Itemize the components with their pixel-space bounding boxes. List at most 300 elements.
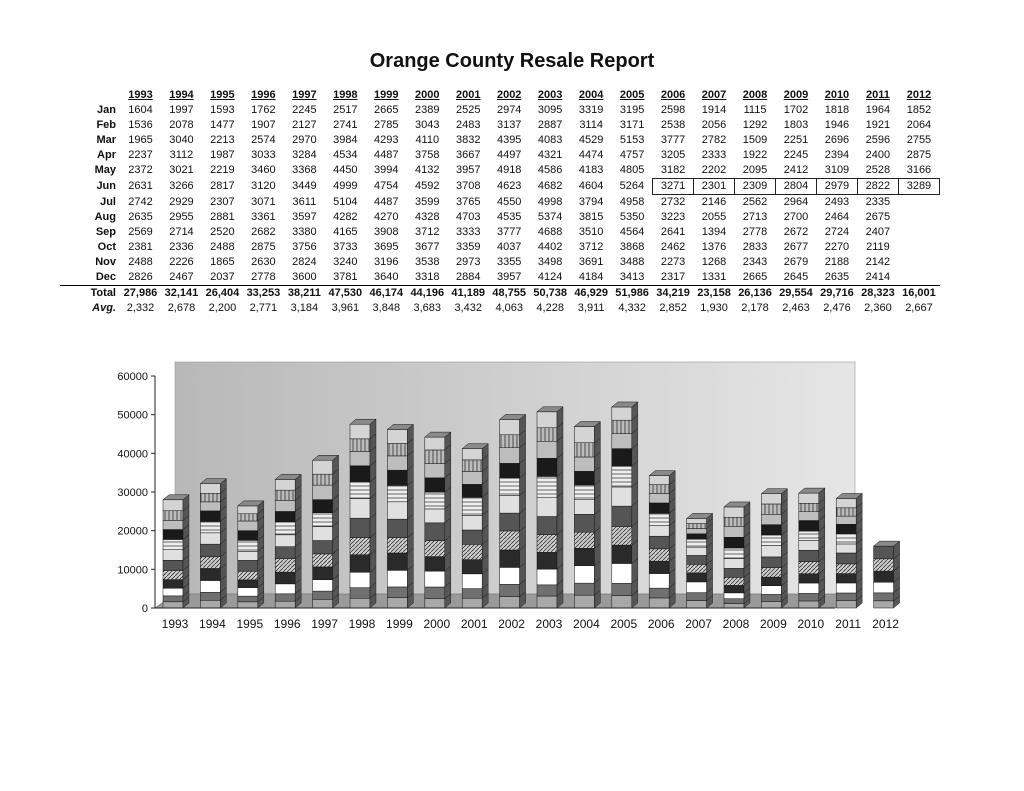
- value-cell: 2675: [865, 211, 891, 223]
- value-cell: 3677: [415, 241, 440, 253]
- value-cell: 4534: [333, 149, 358, 161]
- bar-segment: [612, 420, 632, 433]
- value-cell: 4529: [578, 134, 604, 146]
- value-cell: 5104: [333, 195, 358, 208]
- bar-segment: [687, 582, 707, 593]
- bar-segment: [500, 531, 520, 550]
- bar-segment: [836, 574, 856, 583]
- bar-segment: [612, 563, 632, 583]
- bar-segment: [387, 429, 407, 443]
- value-cell: 5153: [619, 134, 645, 146]
- month-label: Jun: [96, 180, 116, 192]
- value-cell: 2202: [701, 164, 727, 176]
- bar-segment: [537, 428, 557, 442]
- value-cell: 1987: [210, 149, 235, 161]
- value-cell: 1536: [128, 119, 153, 131]
- bar-segment: [350, 572, 370, 587]
- bar-segment: [799, 503, 819, 511]
- bar-segment: [687, 601, 707, 608]
- value-cell: 3109: [824, 164, 850, 176]
- value-cell: 3137: [496, 119, 522, 131]
- value-cell: 2055: [701, 211, 727, 223]
- bar-segment: [500, 550, 520, 567]
- value-cell: 1331: [701, 271, 727, 283]
- value-cell: 2245: [292, 104, 317, 116]
- bar-segment: [275, 547, 295, 559]
- bar-segment: [500, 496, 520, 514]
- bar-segment: [163, 580, 183, 589]
- value-cell: 2317: [660, 271, 686, 283]
- bar-segment: [350, 538, 370, 555]
- value-cell: 2875: [906, 149, 932, 161]
- value-cell: 3289: [898, 179, 939, 195]
- value-cell: [898, 225, 939, 240]
- value-cell: 3488: [619, 256, 645, 268]
- value-cell: 2538: [660, 119, 686, 131]
- year-header: 2011: [865, 89, 890, 101]
- value-cell: 3195: [619, 104, 645, 116]
- value-cell: 2875: [251, 241, 276, 253]
- bar-segment: [649, 513, 669, 525]
- total-row-label: Total: [60, 286, 120, 302]
- value-cell: 3355: [496, 256, 522, 268]
- avg-row-value: 1,930: [700, 302, 728, 314]
- value-cell: 2569: [128, 226, 153, 238]
- bar-segment: [649, 536, 669, 549]
- value-cell: 2273: [660, 256, 686, 268]
- bar-segment: [350, 518, 370, 537]
- bar-segment: [462, 460, 482, 471]
- value-cell: 2574: [251, 134, 276, 146]
- year-header: 2008: [742, 89, 768, 101]
- bar-segment: [687, 593, 707, 601]
- value-cell: 2333: [701, 149, 727, 161]
- bar-segment: [761, 594, 781, 601]
- bar-segment: [537, 535, 557, 553]
- bar-segment: [537, 476, 557, 497]
- value-cell: 2887: [537, 119, 563, 131]
- value-cell: 4918: [496, 164, 522, 177]
- bar-segment: [163, 550, 183, 561]
- value-cell: 2822: [857, 179, 898, 195]
- x-tick-label: 2003: [535, 617, 563, 631]
- value-cell: 2714: [169, 226, 194, 238]
- bar-segment: [425, 478, 445, 492]
- bar-segment: [574, 485, 594, 500]
- bar-segment: [425, 450, 445, 464]
- value-cell: 2488: [210, 241, 235, 253]
- value-cell: 2672: [783, 226, 809, 238]
- value-cell: 2245: [783, 149, 809, 161]
- bar-segment: [761, 568, 781, 577]
- bar-segment: [761, 504, 781, 514]
- value-cell: 1946: [824, 119, 850, 131]
- bar-segment: [761, 494, 781, 504]
- value-cell: 2467: [169, 271, 194, 283]
- value-cell: 4110: [415, 134, 440, 146]
- value-cell: 5350: [619, 211, 645, 223]
- value-cell: 4604: [578, 180, 604, 192]
- bar-segment: [649, 485, 669, 494]
- value-cell: 2414: [865, 271, 891, 283]
- value-cell: 2309: [735, 179, 776, 195]
- bar-segment: [649, 574, 669, 589]
- value-cell: 3498: [537, 256, 563, 268]
- value-cell: 1818: [824, 104, 850, 116]
- year-header: 2003: [537, 89, 563, 101]
- bar-segment: [724, 568, 744, 577]
- value-cell: 2833: [742, 241, 768, 253]
- month-label: Oct: [97, 241, 116, 253]
- x-tick-label: 1998: [348, 617, 376, 631]
- bar-segment: [836, 534, 856, 544]
- bar-segment: [275, 490, 295, 500]
- bar-segment: [724, 507, 744, 517]
- value-cell: 2778: [742, 226, 768, 238]
- bar-segment: [425, 464, 445, 478]
- month-row: [60, 163, 940, 179]
- value-cell: 3460: [251, 164, 276, 177]
- bar-segment: [350, 439, 370, 452]
- page-title: Orange County Resale Report: [369, 50, 655, 72]
- value-cell: 3708: [455, 180, 481, 192]
- value-cell: 3599: [415, 195, 440, 208]
- value-cell: 4474: [578, 149, 604, 161]
- value-cell: 3071: [251, 195, 276, 208]
- value-cell: 3205: [660, 149, 686, 161]
- value-cell: 3908: [374, 226, 399, 238]
- value-cell: [898, 270, 939, 286]
- bar-segment: [387, 485, 407, 502]
- bar-segment: [387, 456, 407, 470]
- y-tick-label: 20000: [117, 525, 148, 538]
- bar-segment: [387, 538, 407, 553]
- avg-row-value: 2,332: [126, 302, 155, 314]
- x-tick-label: 2009: [760, 617, 787, 631]
- year-header: 2010: [824, 89, 850, 101]
- bar-segment: [836, 524, 856, 533]
- value-cell: 2817: [210, 180, 235, 192]
- bar-segment: [761, 557, 781, 568]
- month-row: [60, 270, 940, 286]
- avg-row-value: 4,332: [618, 302, 646, 314]
- avg-row-value: 3,683: [413, 302, 442, 314]
- bar-segment: [425, 599, 445, 608]
- month-label: Nov: [95, 256, 116, 268]
- value-cell: 2064: [906, 119, 932, 131]
- value-cell: 4958: [619, 195, 645, 208]
- value-cell: 1394: [701, 226, 727, 238]
- bar-segment: [874, 559, 894, 571]
- year-header: 1997: [292, 89, 317, 101]
- bar-segment: [200, 557, 220, 569]
- bar-segment: [425, 557, 445, 572]
- value-cell: 2742: [128, 195, 153, 208]
- value-cell: 4805: [619, 164, 645, 177]
- value-cell: 3413: [619, 271, 645, 283]
- month-row: [60, 148, 940, 163]
- bar-segment: [462, 449, 482, 460]
- bar-segment: [350, 598, 370, 608]
- value-cell: 1604: [128, 104, 153, 116]
- value-cell: 2407: [865, 226, 891, 238]
- value-cell: 2078: [169, 119, 194, 131]
- value-cell: 2127: [292, 119, 317, 131]
- bar-segment: [462, 515, 482, 530]
- avg-row-value: 2,200: [208, 302, 237, 314]
- value-cell: 1964: [865, 104, 891, 116]
- month-label: May: [94, 164, 116, 177]
- table-corner-cell: [60, 88, 120, 103]
- value-cell: 3033: [251, 149, 276, 161]
- bar-segment: [200, 600, 220, 608]
- bar-segment: [500, 513, 520, 531]
- y-tick-label: 30000: [117, 487, 148, 499]
- bar-segment: [649, 598, 669, 608]
- x-tick-label: 1995: [236, 617, 264, 631]
- month-row: [60, 133, 940, 148]
- value-cell: 2517: [333, 104, 358, 116]
- value-cell: 3597: [292, 211, 317, 223]
- value-cell: 1907: [251, 119, 276, 131]
- bar-segment: [425, 437, 445, 450]
- value-cell: 4487: [374, 149, 399, 161]
- value-cell: 4395: [496, 134, 522, 146]
- value-cell: 2394: [824, 149, 850, 161]
- value-cell: 2142: [865, 256, 891, 268]
- value-cell: 3182: [660, 164, 686, 176]
- avg-row-value: 3,432: [454, 302, 482, 314]
- value-cell: 4564: [619, 226, 645, 238]
- month-row: [60, 118, 940, 133]
- total-row-value: 32,141: [161, 286, 202, 302]
- bar-segment: [799, 521, 819, 532]
- bar-segment: [799, 531, 819, 541]
- year-header: 1995: [210, 89, 235, 101]
- value-cell: 4550: [496, 195, 522, 208]
- value-cell: 3667: [455, 149, 481, 161]
- bar-segment: [387, 444, 407, 456]
- bar-segment: [874, 571, 894, 582]
- value-cell: 4754: [374, 180, 399, 192]
- bar-segment: [238, 580, 258, 588]
- value-cell: 4535: [496, 211, 522, 223]
- year-header: 1996: [251, 89, 276, 101]
- bar-segment: [574, 457, 594, 471]
- avg-row-value: 3,848: [372, 302, 401, 314]
- total-row-value: 44,196: [407, 286, 448, 302]
- value-cell: 3361: [251, 211, 276, 223]
- value-cell: 2630: [251, 256, 276, 268]
- value-cell: 3781: [333, 271, 358, 283]
- value-cell: 2970: [292, 134, 317, 146]
- x-tick-label: 2005: [610, 617, 638, 631]
- value-cell: 4623: [496, 180, 522, 192]
- value-cell: 2412: [783, 164, 809, 176]
- bar-segment: [387, 570, 407, 587]
- value-cell: 3794: [578, 195, 604, 208]
- bar-segment: [724, 558, 744, 568]
- value-cell: 4132: [415, 164, 440, 177]
- bar-segment: [574, 548, 594, 565]
- value-cell: 1997: [169, 104, 194, 116]
- avg-row-value: 3,911: [577, 302, 605, 314]
- value-cell: 5264: [619, 180, 645, 192]
- value-cell: 3223: [660, 211, 686, 223]
- bar-segment: [761, 525, 781, 535]
- bar-segment: [350, 466, 370, 482]
- value-cell: 2700: [783, 211, 809, 223]
- bar-segment: [200, 521, 220, 532]
- bar-segment: [836, 544, 856, 553]
- total-row: [60, 286, 940, 302]
- bar-segment: [238, 588, 258, 597]
- bar-segment: [350, 424, 370, 439]
- value-cell: 2682: [251, 226, 276, 238]
- value-cell: 3171: [619, 119, 645, 131]
- bar-segment: [649, 493, 669, 503]
- bar-segment: [200, 568, 220, 580]
- bar-segment: [200, 580, 220, 592]
- bar-segment: [163, 588, 183, 596]
- value-cell: 1921: [865, 119, 891, 131]
- avg-row-value: 2,667: [905, 302, 933, 314]
- value-cell: 4682: [537, 180, 563, 192]
- bar-segment: [761, 514, 781, 524]
- value-cell: 4282: [333, 211, 358, 223]
- value-cell: 4998: [537, 195, 563, 208]
- bar-segment: [425, 541, 445, 557]
- bar-segment: [687, 555, 707, 564]
- value-cell: 3611: [292, 195, 317, 208]
- value-cell: 2884: [455, 271, 481, 283]
- x-tick-label: 1996: [273, 617, 301, 631]
- bar-segment: [612, 407, 632, 420]
- value-cell: 2635: [824, 271, 850, 283]
- month-row: [60, 179, 940, 195]
- year-header: 1993: [128, 89, 153, 101]
- total-row-value: 47,530: [325, 286, 366, 302]
- month-label: Apr: [97, 149, 116, 161]
- bar-segment: [612, 434, 632, 449]
- bar-segment: [574, 500, 594, 515]
- value-cell: 3695: [374, 241, 399, 253]
- bar-segment: [425, 571, 445, 587]
- value-cell: 2493: [824, 196, 850, 208]
- value-cell: 3777: [660, 134, 686, 146]
- bar-segment: [462, 598, 482, 608]
- bar-segment: [724, 585, 744, 592]
- y-tick-label: 0: [141, 603, 148, 615]
- month-label: Mar: [96, 134, 116, 146]
- bar-segment: [387, 519, 407, 537]
- value-cell: 1702: [783, 104, 809, 116]
- total-row-value: 16,001: [898, 286, 939, 302]
- bar-segment: [387, 598, 407, 608]
- value-cell: 3815: [578, 211, 604, 223]
- bar-segment: [238, 596, 258, 602]
- bar-segment: [462, 574, 482, 589]
- bar-segment: [163, 570, 183, 579]
- bar-segment: [649, 526, 669, 537]
- bar-segment: [836, 516, 856, 524]
- x-tick-label: 1999: [386, 617, 413, 631]
- bar-segment: [163, 602, 183, 608]
- value-cell: 2237: [128, 149, 153, 161]
- bar-segment: [500, 435, 520, 448]
- value-cell: 2188: [824, 256, 850, 268]
- bar-segment: [612, 487, 632, 506]
- bar-segment: [387, 502, 407, 519]
- value-cell: 2301: [694, 179, 735, 195]
- month-label: Jul: [100, 195, 116, 208]
- bar-segment: [313, 567, 333, 580]
- value-cell: 2596: [865, 134, 891, 146]
- bar-segment: [836, 564, 856, 574]
- bar-segment: [313, 541, 333, 554]
- value-cell: 2251: [783, 134, 809, 146]
- year-header: 2000: [415, 89, 440, 101]
- value-cell: 2146: [701, 196, 727, 208]
- value-cell: 3112: [169, 149, 194, 161]
- table-header-row: [60, 88, 940, 103]
- total-row-value: 48,755: [489, 286, 530, 302]
- bar-segment: [163, 596, 183, 602]
- bar-segment: [574, 532, 594, 548]
- x-tick-label: 2000: [423, 617, 451, 631]
- value-cell: 2979: [816, 179, 857, 195]
- value-cell: 3380: [292, 226, 317, 238]
- bar-segment: [649, 588, 669, 598]
- month-row: [60, 240, 940, 255]
- value-cell: 3691: [578, 256, 604, 268]
- value-cell: 1922: [742, 149, 768, 161]
- bar-segment: [275, 572, 295, 584]
- value-cell: 2483: [455, 119, 481, 131]
- value-cell: 3994: [374, 164, 399, 177]
- value-cell: 3043: [415, 119, 440, 131]
- month-label: Feb: [96, 119, 116, 131]
- value-cell: 2677: [783, 241, 809, 253]
- bar-segment: [462, 560, 482, 574]
- value-cell: 3095: [537, 104, 563, 116]
- value-cell: 2219: [210, 164, 235, 177]
- value-cell: 2464: [824, 211, 850, 223]
- bar-segment: [238, 551, 258, 560]
- bar-segment: [874, 582, 894, 593]
- bar-segment: [500, 448, 520, 464]
- bar-segment: [724, 526, 744, 537]
- bar-segment: [761, 601, 781, 608]
- bar-segment: [313, 474, 333, 485]
- bar-segment: [761, 545, 781, 556]
- bar-segment: [313, 591, 333, 599]
- x-tick-label: 2008: [722, 617, 750, 631]
- value-cell: 3319: [578, 104, 604, 116]
- total-row-value: 38,211: [284, 286, 325, 302]
- bar-segment: [200, 592, 220, 600]
- y-tick-label: 10000: [117, 564, 148, 577]
- value-cell: 2372: [128, 164, 153, 177]
- value-cell: 2645: [783, 271, 809, 283]
- bar-segment: [425, 523, 445, 541]
- value-cell: 4586: [537, 164, 563, 177]
- bar-segment: [200, 502, 220, 511]
- bar-segment: [874, 601, 894, 608]
- bar-segment: [799, 550, 819, 562]
- value-cell: 4487: [374, 195, 399, 208]
- bar-segment: [836, 593, 856, 600]
